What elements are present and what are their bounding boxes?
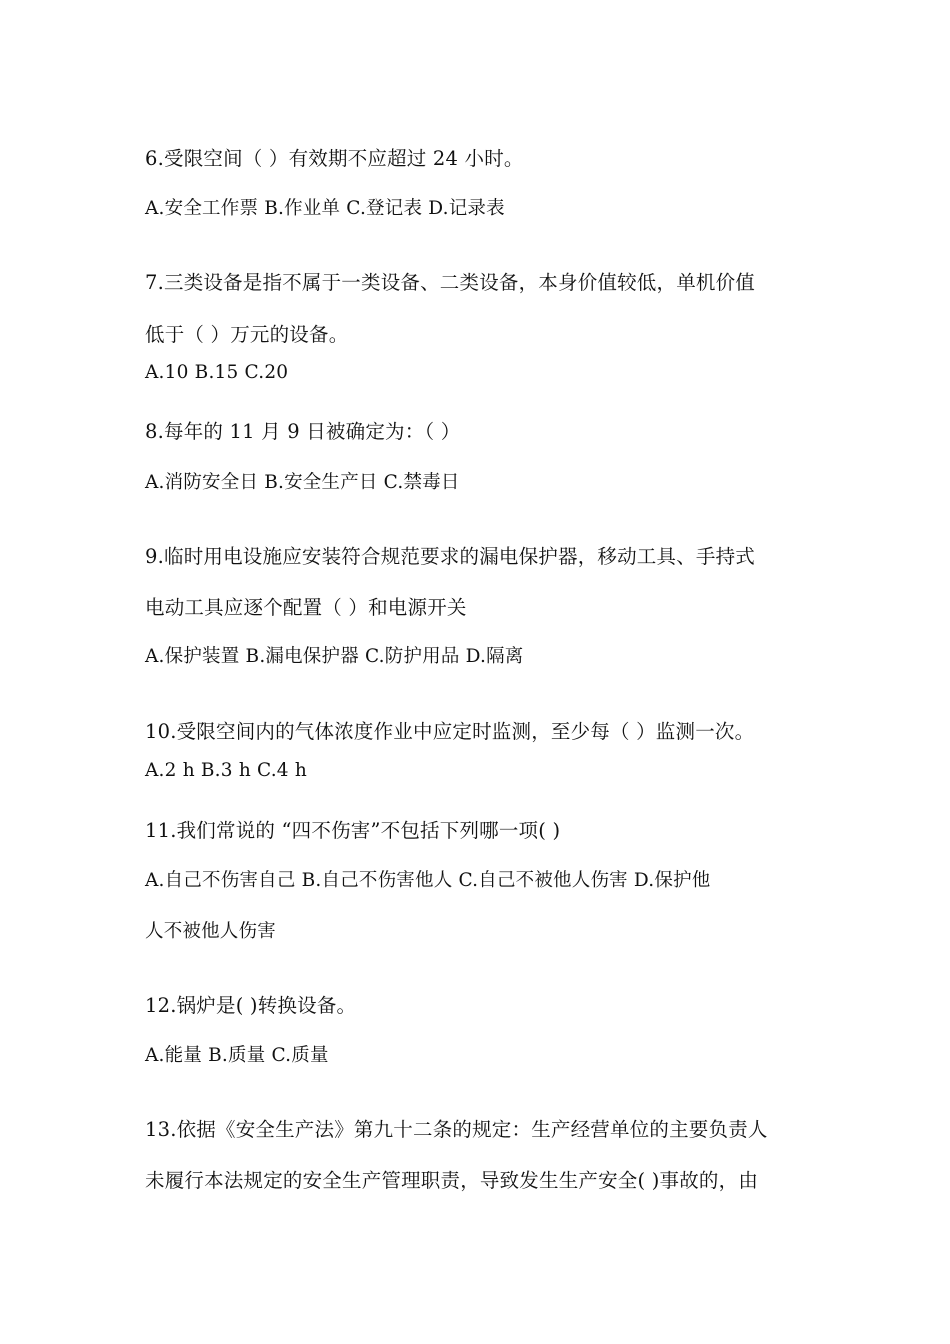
question-9-stem-line-1: 9.临时用电设施应安装符合规范要求的漏电保护器，移动工具、手持式 bbox=[145, 545, 756, 568]
question-6-options: A.安全工作票 B.作业单 C.登记表 D.记录表 bbox=[145, 198, 505, 219]
question-12-stem: 12.锅炉是( )转换设备。 bbox=[145, 994, 357, 1017]
question-8-stem: 8.每年的 11 月 9 日被确定为：（ ） bbox=[145, 420, 461, 443]
question-6-stem: 6.受限空间（ ）有效期不应超过 24 小时。 bbox=[145, 147, 524, 170]
question-13-stem-line-1: 13.依据《安全生产法》第九十二条的规定：生产经营单位的主要负责人 bbox=[145, 1118, 768, 1141]
question-7-options: A.10 B.15 C.20 bbox=[145, 362, 289, 383]
question-10-options: A.2 h B.3 h C.4 h bbox=[145, 760, 307, 781]
question-8-options: A.消防安全日 B.安全生产日 C.禁毒日 bbox=[145, 472, 460, 493]
question-7-stem-line-2: 低于（ ）万元的设备。 bbox=[145, 323, 349, 346]
question-9-stem-line-2: 电动工具应逐个配置（ ）和电源开关 bbox=[145, 596, 467, 619]
question-11-stem: 11.我们常说的 “四不伤害”不包括下列哪一项( ) bbox=[145, 819, 561, 842]
question-12-options: A.能量 B.质量 C.质量 bbox=[145, 1045, 329, 1066]
question-7-stem-line-1: 7.三类设备是指不属于一类设备、二类设备，本身价值较低，单机价值 bbox=[145, 271, 756, 294]
question-9-options: A.保护装置 B.漏电保护器 C.防护用品 D.隔离 bbox=[145, 646, 524, 667]
question-11-options-line-2: 人不被他人伤害 bbox=[145, 921, 276, 942]
question-11-options-line-1: A.自己不伤害自己 B.自己不伤害他人 C.自己不被他人伤害 D.保护他 bbox=[145, 870, 711, 891]
question-13-stem-line-2: 未履行本法规定的安全生产管理职责，导致发生生产安全( )事故的，由 bbox=[145, 1169, 759, 1192]
question-10-stem: 10.受限空间内的气体浓度作业中应定时监测，至少每（ ）监测一次。 bbox=[145, 720, 755, 743]
